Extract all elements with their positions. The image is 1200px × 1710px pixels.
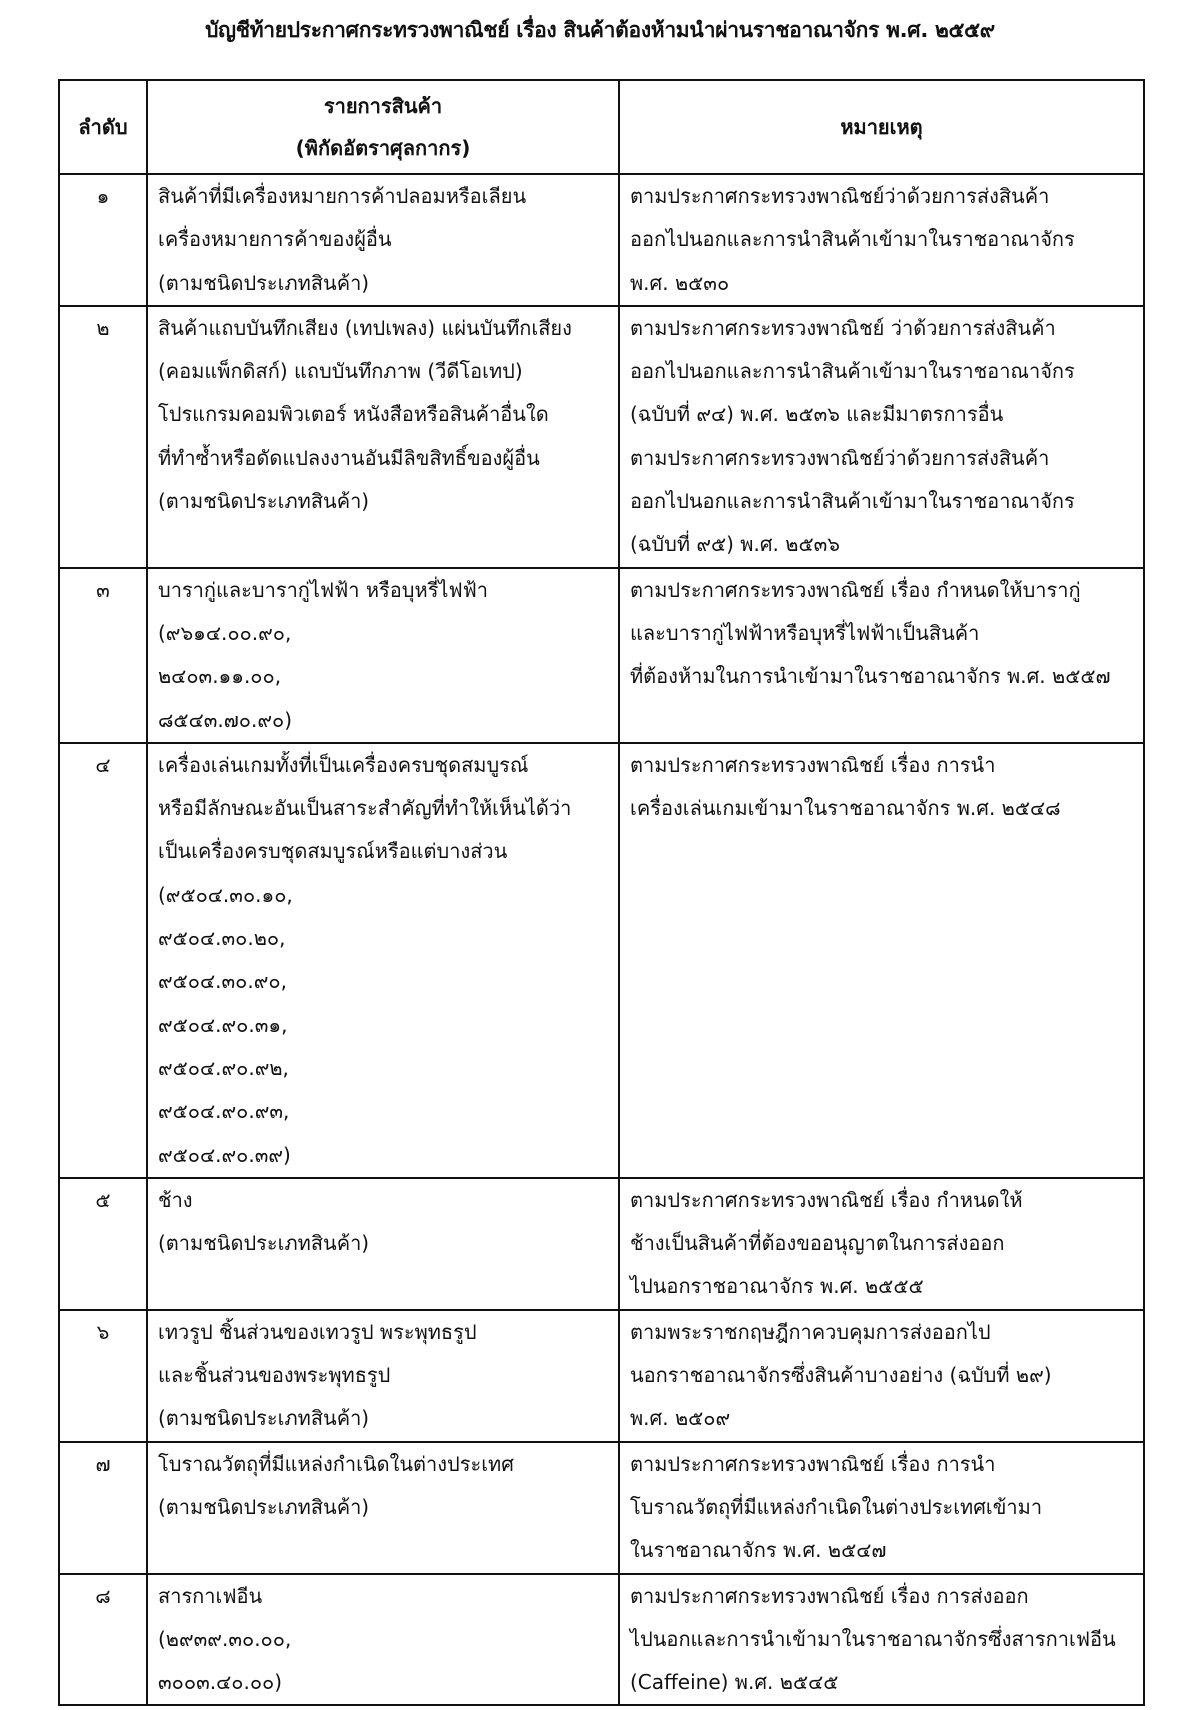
item-cell	[147, 306, 619, 568]
note-line: (Caffeine) พ.ศ. ๒๕๔๕	[630, 1670, 839, 1695]
row-number: ๑	[59, 174, 147, 306]
item-cell	[147, 743, 619, 1178]
document-title: บัญชีท้ายประกาศกระทรวงพาณิชย์ เรื่อง สินค้าต้องห้ามนำผ่านราชอาณาจักร พ.ศ. ๒๕๕๙	[205, 18, 995, 42]
header-item-title: รายการสินค้า	[323, 94, 443, 118]
note-line: ไปนอกและการนำเข้ามาในราชอาณาจักรซึ่งสารกาเฟอีน	[630, 1626, 1116, 1651]
note-line: (ฉบับที่ ๙๔) พ.ศ. ๒๕๓๖ และมีมาตรการอื่น	[630, 402, 1004, 427]
item-line: (ตามชนิดประเภทสินค้า)	[158, 489, 370, 514]
item-line: (๙๖๑๔.๐๐.๙๐,	[158, 620, 292, 645]
table-header-row	[59, 80, 1144, 174]
item-line: (ตามชนิดประเภทสินค้า)	[158, 1231, 370, 1256]
note-line: (ฉบับที่ ๙๕) พ.ศ. ๒๕๓๖	[630, 532, 840, 557]
note-cell	[619, 174, 1144, 306]
item-line: ๙๕๐๔.๙๐.๓๑,	[158, 1012, 288, 1037]
note-line: ตามประกาศกระทรวงพาณิชย์ ว่าด้วยการส่งสินค้า	[630, 315, 1056, 340]
note-line: ช้างเป็นสินค้าที่ต้องขออนุญาตในการส่งออก	[630, 1231, 1005, 1256]
item-line: (๙๕๐๔.๓๐.๑๐,	[158, 882, 293, 907]
note-line: ตามพระราชกฤษฎีกาควบคุมการส่งออกไป	[630, 1319, 991, 1344]
item-line: ๙๕๐๔.๙๐.๓๙)	[158, 1142, 291, 1167]
table-row	[59, 1310, 1144, 1442]
row-number: ๔	[59, 743, 147, 1178]
prohibited-goods-table	[58, 79, 1145, 1706]
note-line: นอกราชอาณาจักรซึ่งสินค้าบางอย่าง (ฉบับที่ ๒๙)	[630, 1363, 1052, 1388]
note-cell	[619, 743, 1144, 1178]
note-cell	[619, 306, 1144, 568]
item-line: ๓๐๐๓.๔๐.๐๐)	[158, 1670, 283, 1695]
note-line: โบราณวัตถุที่มีแหล่งกำเนิดในต่างประเทศเข้ามา	[630, 1494, 1043, 1519]
note-line: และบารากู่ไฟฟ้าหรือบุหรี่ไฟฟ้าเป็นสินค้า	[630, 620, 980, 645]
note-cell	[619, 568, 1144, 743]
note-line: ตามประกาศกระทรวงพาณิชย์ เรื่อง การนำ	[630, 1451, 996, 1476]
item-cell	[147, 174, 619, 306]
table-row	[59, 174, 1144, 306]
note-line: ตามประกาศกระทรวงพาณิชย์ เรื่อง กำหนดให้บารากู่	[630, 577, 1081, 602]
item-cell	[147, 1574, 619, 1706]
row-number: ๖	[59, 1310, 147, 1442]
note-line: ที่ต้องห้ามในการนำเข้ามาในราชอาณาจักร พ.ศ. ๒๕๕๗	[630, 664, 1111, 689]
item-cell	[147, 568, 619, 743]
row-number: ๕	[59, 1178, 147, 1310]
note-line: ไปนอกราชอาณาจักร พ.ศ. ๒๕๕๕	[630, 1274, 924, 1299]
item-cell	[147, 1310, 619, 1442]
item-line: สารกาเฟอีน	[158, 1583, 263, 1608]
note-cell	[619, 1574, 1144, 1706]
item-line: (๒๙๓๙.๓๐.๐๐,	[158, 1626, 292, 1651]
item-line: เทวรูป ชิ้นส่วนของเทวรูป พระพุทธรูป	[158, 1319, 477, 1344]
table-body	[59, 174, 1144, 1705]
item-line: เป็นเครื่องครบชุดสมบูรณ์หรือแต่บางส่วน	[158, 839, 508, 864]
item-line: โบราณวัตถุที่มีแหล่งกำเนิดในต่างประเทศ	[158, 1451, 514, 1476]
note-line: ตามประกาศกระทรวงพาณิชย์ เรื่อง กำหนดให้	[630, 1187, 1023, 1212]
item-cell	[147, 1178, 619, 1310]
item-line: ๙๕๐๔.๙๐.๙๒,	[158, 1055, 289, 1080]
header-no: ลำดับ	[59, 80, 147, 174]
note-cell	[619, 1310, 1144, 1442]
item-line: หรือมีลักษณะอันเป็นสาระสำคัญที่ทำให้เห็นได้ว่า	[158, 796, 572, 821]
note-line: ตามประกาศกระทรวงพาณิชย์ เรื่อง การนำ	[630, 752, 996, 777]
item-line: ๒๔๐๓.๑๑.๐๐,	[158, 664, 282, 689]
item-line: เครื่องหมายการค้าของผู้อื่น	[158, 227, 392, 252]
item-line: ช้าง	[158, 1187, 193, 1212]
note-line: ออกไปนอกและการนำสินค้าเข้ามาในราชอาณาจักร	[630, 359, 1075, 384]
item-line: (ตามชนิดประเภทสินค้า)	[158, 270, 370, 295]
item-line: (ตามชนิดประเภทสินค้า)	[158, 1494, 370, 1519]
item-line: (คอมแพ็กดิสก์) แถบบันทึกภาพ (วีดีโอเทป)	[158, 359, 523, 384]
note-line: ในราชอาณาจักร พ.ศ. ๒๕๔๗	[630, 1538, 887, 1563]
note-line: เครื่องเล่นเกมเข้ามาในราชอาณาจักร พ.ศ. ๒๕๔๘	[630, 796, 1061, 821]
note-line: ออกไปนอกและการนำสินค้าเข้ามาในราชอาณาจักร	[630, 489, 1075, 514]
note-line: ตามประกาศกระทรวงพาณิชย์ เรื่อง การส่งออก	[630, 1583, 1029, 1608]
table-row	[59, 1442, 1144, 1574]
item-line: สินค้าที่มีเครื่องหมายการค้าปลอมหรือเลียน	[158, 184, 527, 208]
row-number: ๓	[59, 568, 147, 743]
note-cell	[619, 1178, 1144, 1310]
item-line: (ตามชนิดประเภทสินค้า)	[158, 1406, 370, 1431]
note-line: ออกไปนอกและการนำสินค้าเข้ามาในราชอาณาจักร	[630, 227, 1075, 252]
item-line: ที่ทำซ้ำหรือดัดแปลงงานอันมีลิขสิทธิ์ของผู้อื่น	[158, 445, 540, 470]
item-line: ๙๕๐๔.๓๐.๙๐,	[158, 969, 287, 994]
header-item	[147, 80, 619, 174]
table-row	[59, 1178, 1144, 1310]
row-number: ๘	[59, 1574, 147, 1706]
table-row	[59, 1574, 1144, 1706]
item-line: ๙๕๐๔.๓๐.๒๐,	[158, 926, 286, 951]
header-note: หมายเหตุ	[619, 80, 1144, 174]
item-line: สินค้าแถบบันทึกเสียง (เทปเพลง) แผ่นบันทึกเสียง	[158, 315, 572, 340]
item-line: ๙๕๐๔.๙๐.๙๓,	[158, 1099, 290, 1124]
item-line: ๘๕๔๓.๗๐.๙๐)	[158, 707, 292, 732]
note-line: พ.ศ. ๒๕๐๙	[630, 1406, 731, 1431]
item-line: เครื่องเล่นเกมทั้งที่เป็นเครื่องครบชุดสมบูรณ์	[158, 752, 529, 777]
item-line: และชิ้นส่วนของพระพุทธรูป	[158, 1363, 391, 1388]
row-number: ๗	[59, 1442, 147, 1574]
header-item-subtitle: (พิกัดอัตราศุลกากร)	[295, 136, 471, 160]
note-line: พ.ศ. ๒๕๓๐	[630, 270, 730, 295]
item-line: บารากู่และบารากู่ไฟฟ้า หรือบุหรี่ไฟฟ้า	[158, 577, 489, 602]
table-row	[59, 306, 1144, 568]
note-cell	[619, 1442, 1144, 1574]
row-number: ๒	[59, 306, 147, 568]
note-line: ตามประกาศกระทรวงพาณิชย์ว่าด้วยการส่งสินค้า	[630, 184, 1050, 208]
item-cell	[147, 1442, 619, 1574]
table-row	[59, 568, 1144, 743]
note-line: ตามประกาศกระทรวงพาณิชย์ว่าด้วยการส่งสินค้า	[630, 445, 1050, 470]
item-line: โปรแกรมคอมพิวเตอร์ หนังสือหรือสินค้าอื่นใด	[158, 402, 549, 427]
table-row	[59, 743, 1144, 1178]
